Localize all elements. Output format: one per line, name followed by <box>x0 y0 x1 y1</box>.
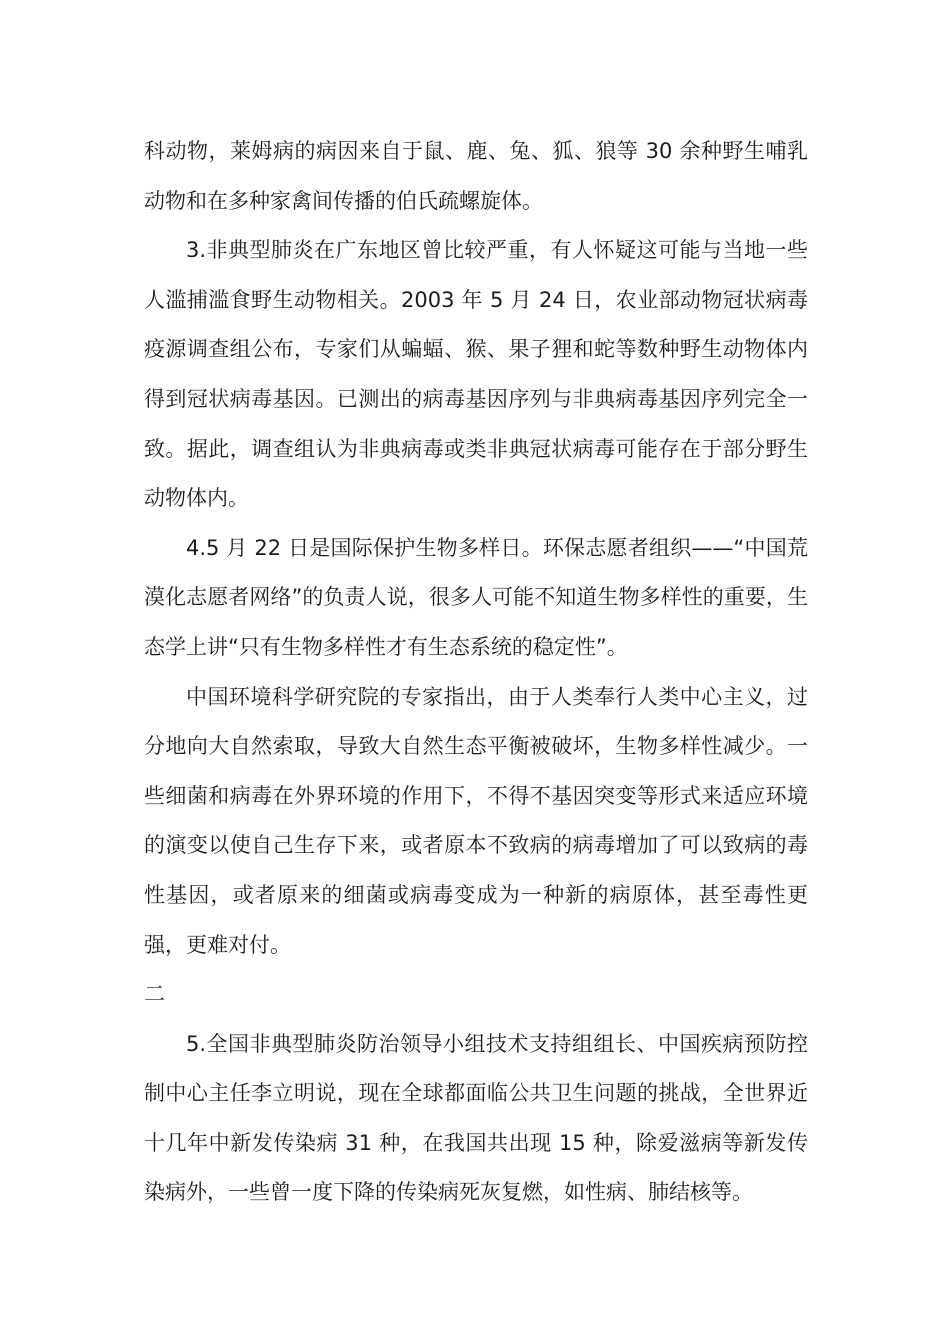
paragraph-item-3: 3.非典型肺炎在广东地区曾比较严重，有人怀疑这可能与当地一些人滥捕滥食野生动物相关。2003 年 5 月 24 日，农业部动物冠状病毒疫源调查组公布，专家们从蝙蝠、猴、果子狸和蛇等数种野生动物体内得到冠状病毒基因。已测出的病毒基因序列与非典病毒基因序列完全一致。据此，调查组认为非典病毒或类非典冠状病毒可能存在于部分野生动物体内。 <box>144 238 808 511</box>
paragraph-expert-comment: 中国环境科学研究院的专家指出，由于人类奉行人类中心主义，过分地向大自然索取，导致大自然生态平衡被破坏，生物多样性减少。一些细菌和病毒在外界环境的作用下，不得不基因突变等形式来适应环境的演变以使自己生存下来，或者原本不致病的病毒增加了可以致病的毒性基因，或者原来的细菌或病毒变成为一种新的病原体，甚至毒性更强，更难对付。 <box>144 684 808 957</box>
paragraph-continuation: 科动物，莱姆病的病因来自于鼠、鹿、兔、狐、狼等 30 余种野生哺乳动物和在多种家禽间传播的伯氏疏螺旋体。 <box>144 139 808 213</box>
document-body <box>144 127 808 1218</box>
paragraph-item-4: 4.5 月 22 日是国际保护生物多样日。环保志愿者组织——“中国荒漠化志愿者网络”的负责人说，很多人可能不知道生物多样性的重要，生态学上讲“只有生物多样性才有生态系统的稳定性”。 <box>144 535 808 659</box>
section-heading: 二 <box>144 982 165 1007</box>
paragraph-item-5: 5.全国非典型肺炎防治领导小组技术支持组组长、中国疾病预防控制中心主任李立明说，现在全球都面临公共卫生问题的挑战，全世界近十几年中新发传染病 31 种，在我国共出现 15 种，除爱滋病等新发传染病外，一些曾一度下降的传染病死灰复燃，如性病、肺结核等。 <box>144 1031 808 1205</box>
